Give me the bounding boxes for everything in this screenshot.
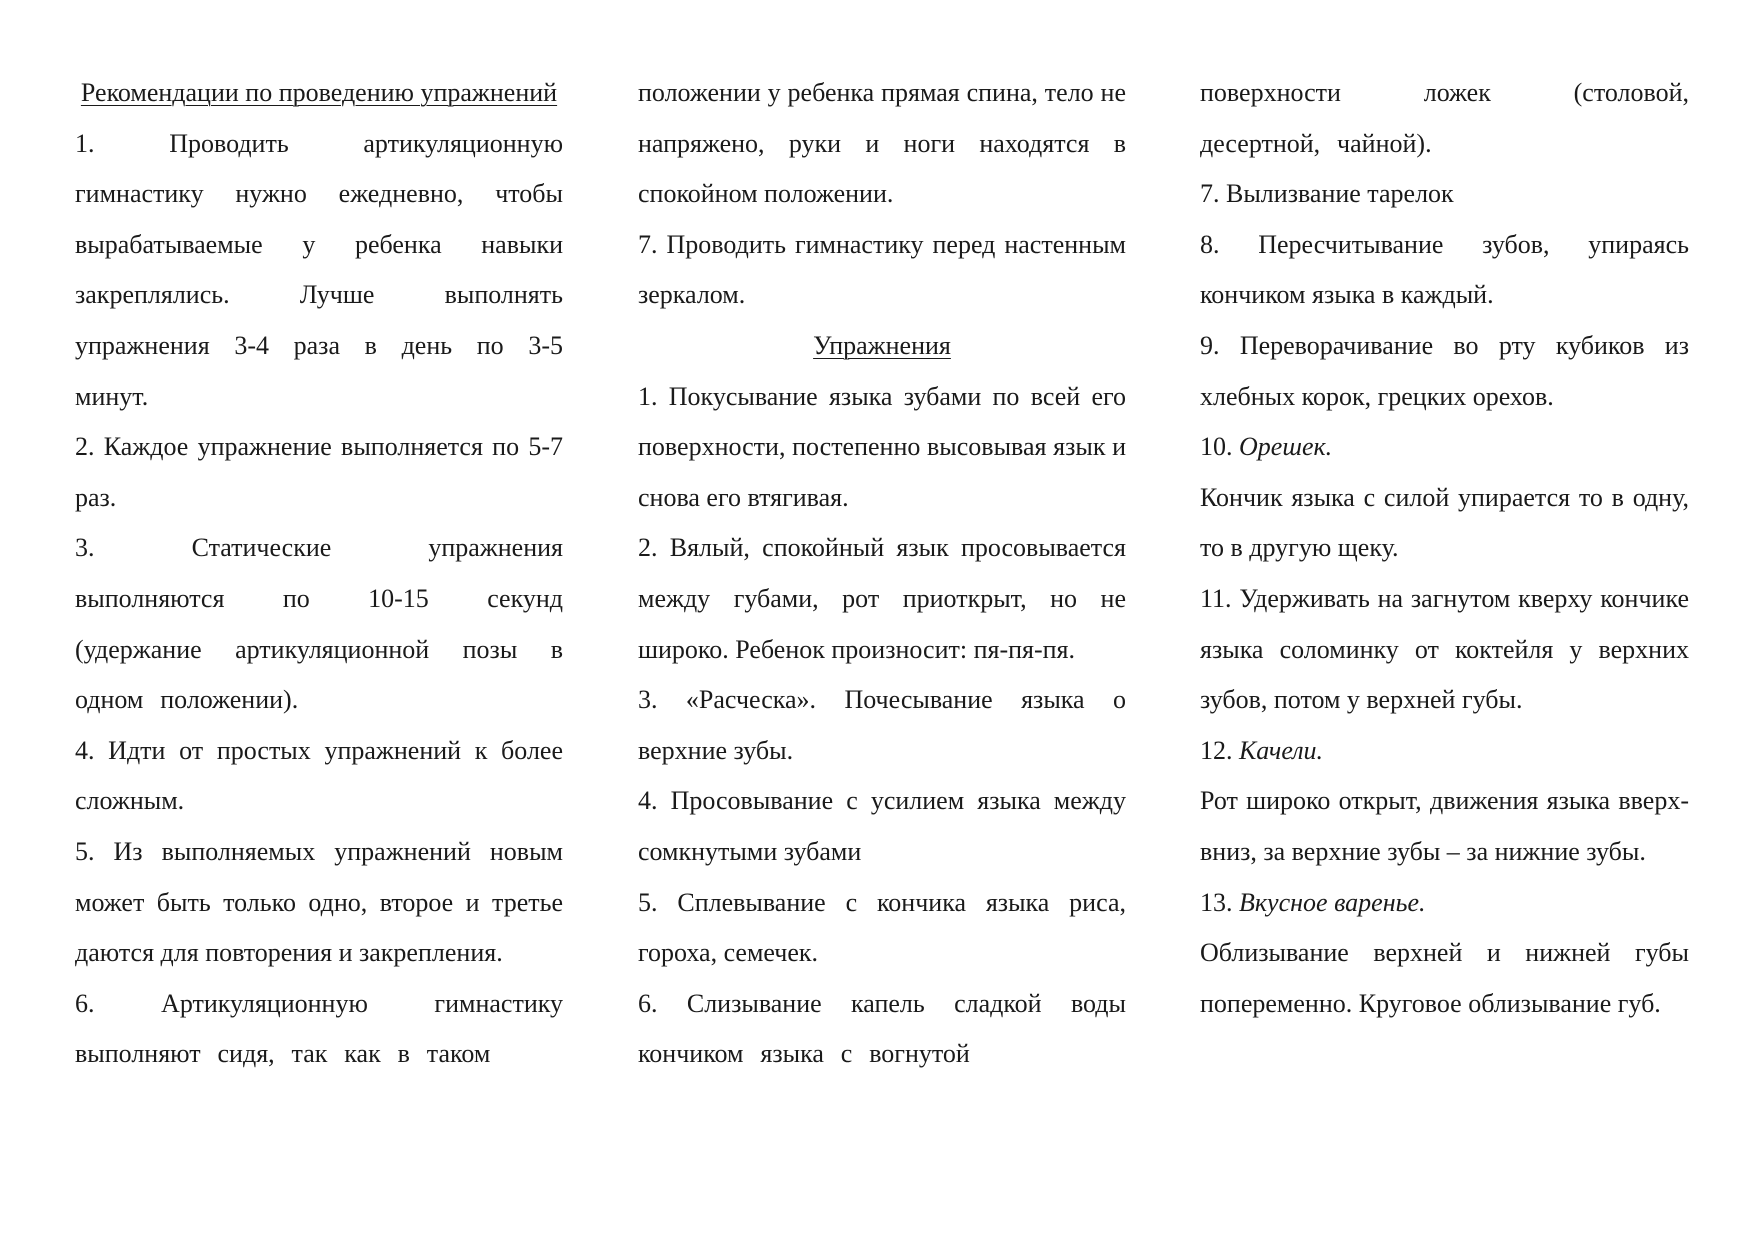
exercise-item-6-continuation: поверхности ложек (столовой, десертной, чайной). [1200,78,1689,158]
column-recommendations [75,68,563,1080]
recommendation-item-6-continuation: положении у ребенка прямая спина, тело не напряжено, руки и ноги находятся в спокойном положении. [638,78,1126,209]
column-exercises-start [638,68,1126,1080]
exercise-item-10-name: Орешек. [1239,432,1333,462]
recommendation-item-7: 7. Проводить гимнастику перед настенным зеркалом. [638,229,1126,310]
exercise-item-13-name: Вкусное варенье. [1239,887,1426,917]
exercise-item-13-title [1200,878,1689,929]
recommendation-item-5: 5. Из выполняемых упражнений новым может быть только одно, второе и третье даются для повторения и закрепления. [75,836,563,968]
exercise-item-6: 6. Слизывание капель сладкой воды кончиком языка с вогнутой [638,988,1126,1069]
exercises-heading: Упражнения [813,330,951,360]
recommendations-heading: Рекомендации по проведению упражнений [80,78,558,107]
recommendation-item-6: 6. Артикуляционную гимнастику выполняют сидя, так как в таком [75,988,563,1069]
exercise-item-3: 3. «Расческа». Почесывание языка о верхние зубы. [638,685,1126,765]
exercise-item-10-text: Кончик языка с силой упирается то в одну, то в другую щеку. [1200,482,1689,563]
exercise-item-7: 7. Вылизвание тарелок [1200,179,1454,209]
column-exercises-end [1200,68,1689,1029]
exercise-item-1: 1. Покусывание языка зубами по всей его поверхности, постепенно высовывая язык и снова его втягивая. [638,381,1126,512]
exercise-item-10-number: 10. [1200,432,1233,462]
exercise-item-12-name: Качели. [1239,735,1324,765]
exercise-item-2: 2. Вялый, спокойный язык просовывается между губами, рот приоткрыт, но не широко. Ребенок произносит: пя-пя-пя. [638,533,1126,664]
exercise-item-10-title [1200,422,1689,473]
exercise-item-13-number: 13. [1200,887,1233,917]
exercise-item-11: 11. Удерживать на загнутом кверху кончике языка соломинку от коктейля у верхних зубов, потом у верхней губы. [1200,583,1689,715]
recommendation-item-1: 1. Проводить артикуляционную гимнастику нужно ежедневно, чтобы вырабатываемые у ребенка навыки закреплялись. Лучше выполнять упражнения 3-4 раза в день по 3-5 минут. [75,128,563,411]
exercise-item-12-number: 12. [1200,735,1233,765]
exercise-item-12-text: Рот широко открыт, движения языка вверх-вниз, за верхние зубы – за нижние зубы. [1200,786,1689,866]
exercise-item-8: 8. Пересчитывание зубов, упираясь кончиком языка в каждый. [1200,229,1689,310]
exercise-item-12-title [1200,726,1689,777]
exercise-item-4: 4. Просовывание с усилием языка между сомкнутыми зубами [638,786,1126,866]
recommendation-item-4: 4. Идти от простых упражнений к более сложным. [75,735,563,816]
recommendation-item-3: 3. Статические упражнения выполняются по 10-15 секунд (удержание артикуляционной позы в одном положении). [75,533,563,715]
exercise-item-5: 5. Сплевывание с кончика языка риса, гороха, семечек. [638,887,1126,968]
recommendation-item-2: 2. Каждое упражнение выполняется по 5-7 раз. [75,432,563,512]
exercise-item-9: 9. Переворачивание во рту кубиков из хлебных корок, грецких орехов. [1200,330,1689,411]
exercise-item-13-text: Облизывание верхней и нижней губы попеременно. Круговое облизывание губ. [1200,938,1689,1018]
